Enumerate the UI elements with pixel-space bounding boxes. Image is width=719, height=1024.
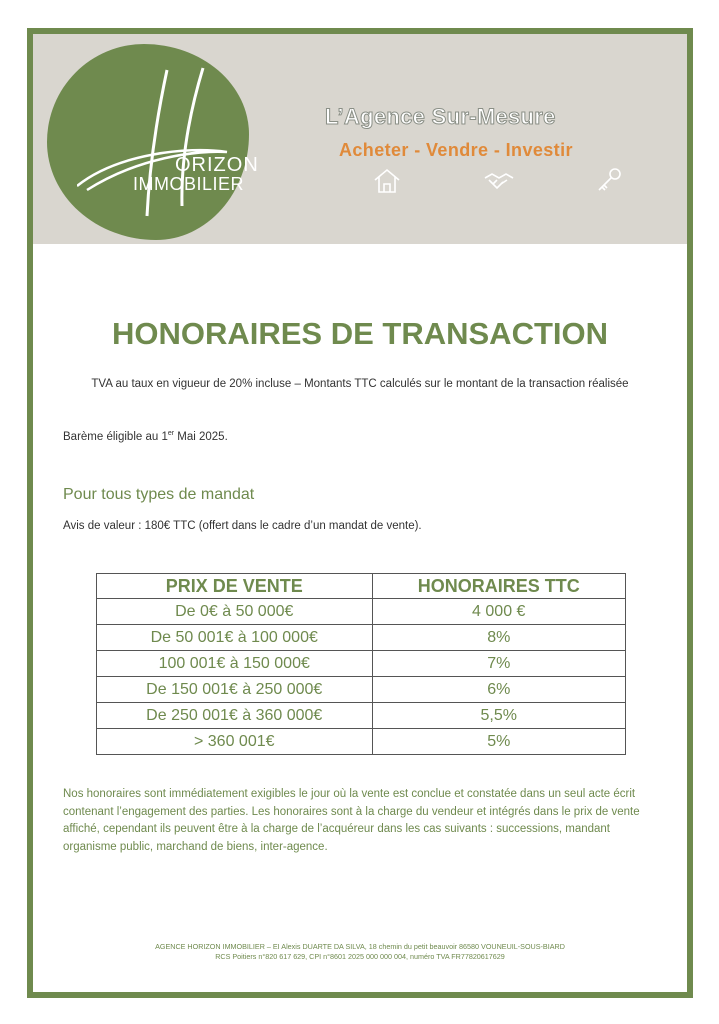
logo-word-horizon: ORIZON xyxy=(175,154,259,176)
price-range-cell: De 50 001€ à 100 000€ xyxy=(97,625,373,651)
page-frame xyxy=(27,28,693,998)
fee-cell: 8% xyxy=(372,625,626,651)
bareme-text: Barème éligible au 1 xyxy=(63,430,168,443)
fee-cell: 6% xyxy=(372,677,626,703)
legal-footer xyxy=(33,942,687,962)
bareme-ordinal: er xyxy=(167,430,175,437)
price-range-cell: 100 001€ à 150 000€ xyxy=(97,651,373,677)
fees-conditions-paragraph: Nos honoraires sont immédiatement exigibles le jour où la vente est conclue et constatée dans un seul acte écrit contenant l’engagement des parties. Les honoraires sont à la charge du vendeur et intégrés dans le prix de vente affiché, cependant ils peuvent être à la charge de l’acquéreur dans les cas suivants : successions, mandant organisme public, marchand de biens, inter-agence. xyxy=(63,788,640,853)
valuation-note: Avis de valeur : 180€ TTC (offert dans le cadre d’un mandat de vente). xyxy=(63,520,422,532)
table-header-row xyxy=(97,574,626,599)
tax-note: TVA au taux en vigueur de 20% incluse – Montants TTC calculés sur le montant de la transaction réalisée xyxy=(91,378,629,390)
keys-icon xyxy=(593,166,625,194)
house-icon xyxy=(371,166,403,194)
price-range-cell: De 150 001€ à 250 000€ xyxy=(97,677,373,703)
header-sale-price: PRIX DE VENTE xyxy=(97,574,373,599)
header-band xyxy=(33,34,687,244)
table-row xyxy=(97,651,626,677)
price-range-cell: > 360 001€ xyxy=(97,729,373,755)
agency-slogan: Acheter - Vendre - Investir xyxy=(339,140,573,160)
fees-table xyxy=(96,573,626,755)
bareme-month: Mai 2025. xyxy=(174,430,228,443)
table-row xyxy=(97,677,626,703)
table-row xyxy=(97,599,626,625)
price-range-cell: De 250 001€ à 360 000€ xyxy=(97,703,373,729)
footer-registration: RCS Poitiers n°820 617 629, CPI n°8601 2025 000 000 004, numéro TVA FR77820617629 xyxy=(215,952,505,961)
footer-address: AGENCE HORIZON IMMOBILIER – EI Alexis DUARTE DA SILVA, 18 chemin du petit beauvoir 86580 VOUNEUIL-SOUS-BIARD xyxy=(155,942,565,951)
page-title: HONORAIRES DE TRANSACTION xyxy=(111,316,608,351)
fee-cell: 5,5% xyxy=(372,703,626,729)
table-row xyxy=(97,625,626,651)
section-heading: Pour tous types de mandat xyxy=(63,486,255,503)
fee-cell: 4 000 € xyxy=(372,599,626,625)
table-row xyxy=(97,729,626,755)
fee-cell: 7% xyxy=(372,651,626,677)
header-fees: HONORAIRES TTC xyxy=(372,574,626,599)
agency-tagline: L’Agence Sur-Mesure xyxy=(325,104,556,129)
logo-word-immobilier: IMMOBILIER xyxy=(133,174,245,194)
bareme-date xyxy=(63,430,228,443)
fee-cell: 5% xyxy=(372,729,626,755)
table-row xyxy=(97,703,626,729)
handshake-icon xyxy=(483,166,515,194)
logo-h-icon xyxy=(77,66,247,226)
price-range-cell: De 0€ à 50 000€ xyxy=(97,599,373,625)
